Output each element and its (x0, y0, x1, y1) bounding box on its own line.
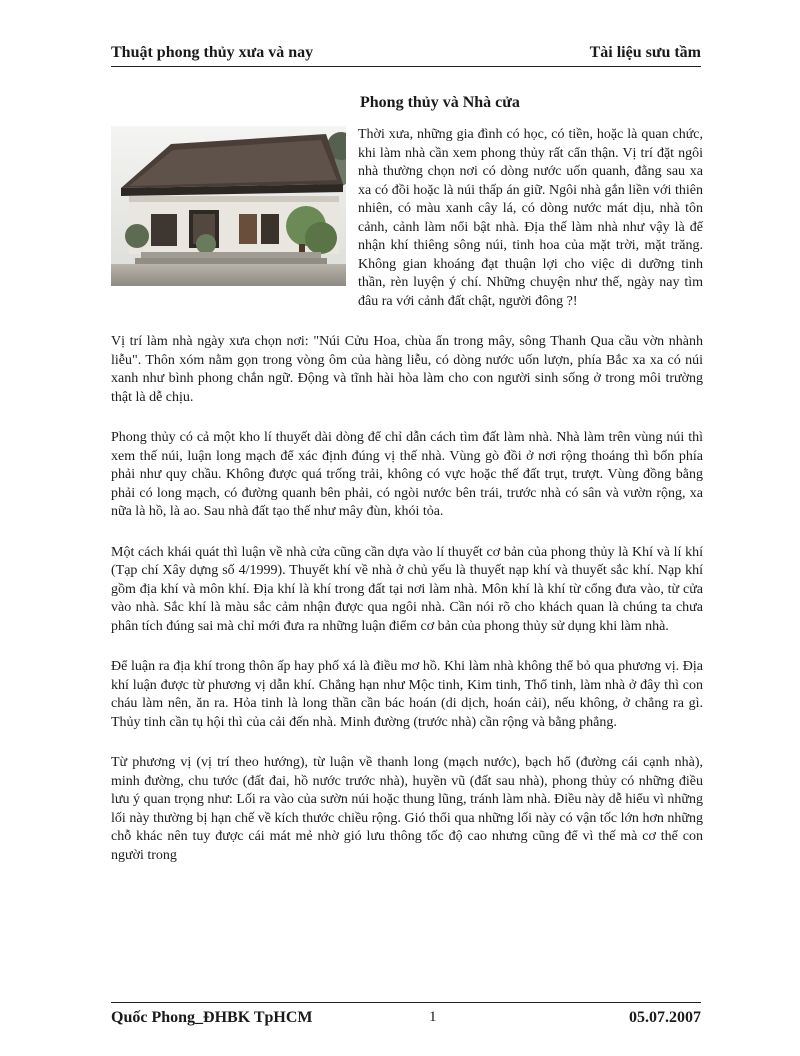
footer-author: Quốc Phong_ĐHBK TpHCM (111, 1009, 313, 1026)
article-body (111, 126, 703, 887)
page-footer (111, 1002, 701, 1029)
paragraph-3: Phong thủy có cả một kho lí thuyết dài dòng để chỉ dẫn cách tìm đất làm nhà. Nhà làm trên vùng núi thì xem thế núi, luận long mạch để xác định đúng vị thế nhà. Vùng gò đồi ở nơi rộng thoáng thì bốn phía phải như quy chầu. Không được quá trống trải, không có vực hoặc thế đất trụt, trượt. Vùng đồng bằng phải có long mạch, có đường quanh bên phải, có ngòi nước bên trái, trước nhà có sân và vườn rộng, xa nữa là hồ, là ao. Sau nhà đất tạo thế như mây đùn, khói tỏa. (111, 430, 703, 519)
paragraph-5: Để luận ra địa khí trong thôn ấp hay phố xá là điều mơ hồ. Khi làm nhà không thể bỏ qua phương vị. Địa khí luận được từ phương vị dẫn khí. Chẳng hạn như Mộc tinh, Kim tinh, Thổ tinh, làm nhà ở đây thì con cháu làm nên, ăn ra. Hỏa tinh là long thần cần bác hoán (di dịch, hoán cải), nếu không, ở chẳng ra gì. Thủy tinh cần tụ hội thì của cải đến nhà. Minh đường (trước nhà) cần rộng và bằng phẳng. (111, 659, 703, 730)
header-document-title: Thuật phong thủy xưa và nay (111, 44, 314, 61)
article-title: Phong thủy và Nhà cửa (360, 94, 520, 111)
paragraph-6: Từ phương vị (vị trí theo hướng), từ luận về thanh long (mạch nước), bạch hổ (đường cái cạnh nhà), minh đường, chu tước (đất đai, hồ nước trước nhà), huyền vũ (đất sau nhà), phong thủy có những điều lưu ý quan trọng như: Lối ra vào của sườn núi hoặc thung lũng, tránh làm nhà. Điều này dễ hiểu vì những lối này thường bị hạn chế về kích thước chiều rộng. Gió thổi qua những lối này có vận tốc lớn hơn những chỗ khác nên tuy được cái mát mẻ nhờ gió lưu thông tốc độ cao nhưng cũng để vì thế mà cơ thể con người trong (111, 755, 703, 863)
page-number: 1 (429, 1009, 437, 1025)
paragraph-2: Vị trí làm nhà ngày xưa chọn nơi: "Núi Cửu Hoa, chùa ẩn trong mây, sông Thanh Qua cầu vờn nhành liễu". Thôn xóm nằm gọn trong vòng ôm của hàng liễu, có dòng nước uốn lượn, phía Bắc xa xa có núi xanh như bình phong chắn ngữ. Động và tĩnh hài hòa làm cho con người sinh sống ở trong môi trường thật là dễ chịu. (111, 334, 703, 405)
paragraph-1: Thời xưa, những gia đình có học, có tiền, hoặc là quan chức, khi làm nhà cần xem phong thủy rất cẩn thận. Vị trí đặt ngôi nhà thường chọn nơi có dòng nước uốn quanh, đằng sau xa xa có đồi hoặc là núi thấp án giữ. Ngôi nhà gắn liền với thiên nhiên, có màu xanh cây lá, có dòng nước mát dịu, nhà tôn cảnh, cảnh làm nổi bật nhà. Địa thế làm nhà như vậy là để nhận khí thiêng sông núi, tinh hoa của mặt trời, mặt trăng. Không gian khoáng đạt thuận lợi cho việc di dưỡng tinh thần, rèn luyện ý chí. Những chuyện như thế, ngày nay tìm đâu ra với cảnh đất chật, người đông ?! (358, 127, 703, 309)
footer-date: 05.07.2007 (629, 1009, 701, 1026)
page-header (111, 40, 701, 67)
photo-float-spacer (111, 126, 358, 298)
paragraph-4: Một cách khái quát thì luận về nhà cửa cũng cần dựa vào lí thuyết cơ bản của phong thủy là Khí và lí khí (Tạp chí Xây dựng số 4/1999). Thuyết khí về nhà ở chủ yếu là thuyết nạp khí và thuyết sắc khí. Nạp khí gồm địa khí và môn khí. Địa khí là khí trong đất tại nơi làm nhà. Môn khí là khí từ cổng đưa vào, từ cửa vào nhà. Sắc khí là màu sắc cảm nhận được qua ngôi nhà. Cần nói rõ cho khách quan là chúng ta chưa phân tích đúng sai mà chỉ mới đưa ra những luận điểm cơ bản của phong thủy sử dụng khi làm nhà. (111, 544, 703, 634)
header-source-note: Tài liệu sưu tầm (589, 44, 701, 61)
